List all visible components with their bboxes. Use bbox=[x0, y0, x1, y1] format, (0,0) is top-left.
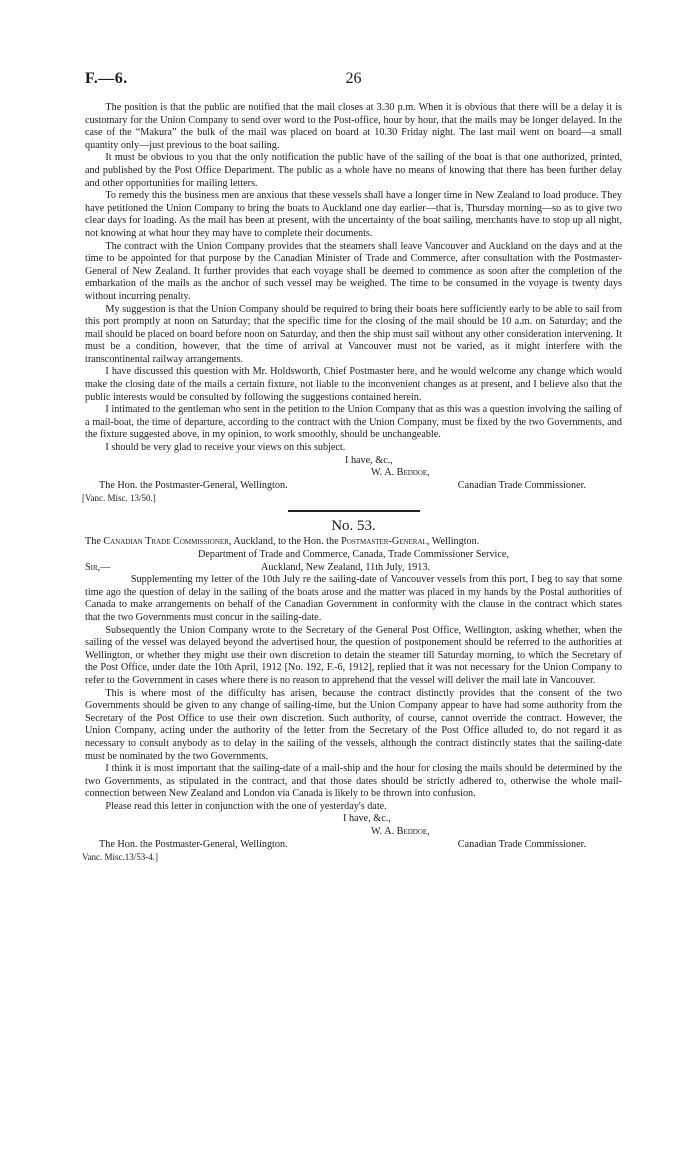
paragraph: Supplementing my letter of the 10th July re the sailing-date of Vancouver vessels from this port, I beg to say that some time ago the question of delay in the sailing of the boats arose and the matter was placed in my hands by the Postal authorities of Canada to make arrangements on behalf of the Canadian Government in conformity with the clause in the contract which states that the two Governments must concur in the sailing-date. bbox=[85, 574, 622, 623]
addressee-line bbox=[85, 480, 622, 493]
addressee: The Hon. the Postmaster-General, Wellington. bbox=[99, 479, 288, 491]
signature-block bbox=[85, 455, 622, 480]
paragraph: I intimated to the gentleman who sent in the petition to the Union Company that as this was a question involving the sailing of a mail-boat, the time of departure, according to the contract with the Union Company, must be fixed by the two Governments, and the fixture suggested above, in my opinion, to work smoothly, should be unchangeable. bbox=[85, 404, 622, 441]
paragraph: My suggestion is that the Union Company should be required to bring their boats here sufficiently early to be able to sail from this port promptly at noon on Saturday; that the specific time for the closing of the mail should be 10 a.m. on Saturday; and the mail should be placed on board before noon on Saturday, and then the ship must sail without any other consideration intervening. It must be a condition, however, that the time of arrival at Vancouver must not be varied, as it might interfere with the transcontinental railway arrangements. bbox=[85, 303, 622, 365]
signatory: W. A. Beddoe, bbox=[371, 826, 430, 838]
letter-number: No. 53. bbox=[331, 518, 376, 535]
place-date: Auckland, New Zealand, 11th July, 1913. bbox=[261, 561, 430, 573]
signatory-title: Canadian Trade Commissioner. bbox=[457, 838, 586, 850]
signatory: W. A. Beddoe, bbox=[371, 467, 430, 479]
file-reference: [Vanc. Misc. 13/50.] bbox=[82, 493, 156, 504]
paragraph: Please read this letter in conjunction with the one of yesterday's date. bbox=[105, 800, 387, 812]
paragraph: To remedy this the business men are anxious that these vessels shall have a longer time in New Zealand to load produce. They have petitioned the Union Company to bring the boats to Auckland one day earlier—that is, Thursday morning—so as to give two clear days for loading. As the mail has been at present, with the uncertainty of the boat sailing, merchants have to stop up all night, not knowing at what hour they may have to complete their documents. bbox=[85, 190, 622, 239]
salutation: Sir,— bbox=[85, 561, 111, 573]
department-line: Department of Trade and Commerce, Canada, Trade Commissioner Service, bbox=[198, 549, 509, 560]
document-reference: F.—6. bbox=[85, 70, 128, 87]
section-divider bbox=[288, 510, 420, 512]
addressee: The Hon. the Postmaster-General, Wellington. bbox=[99, 838, 288, 850]
paragraph: This is where most of the difficulty has arisen, because the contract distinctly provides that the consent of the two Governments should be given to any change of sailing-time, but the Union Company appear to have had some authority from the Secretary of the Post Office to use their own discretion. Such authority, of course, cannot override the contract. However, the Union Company, acting under the authority of the letter from the Secretary of the Post Office alluded to, do not regard it as necessary to consult anybody as to delay in the sailing of the vessels, although the contract distinctly states that the sailing-date must be nominated by the two Governments. bbox=[85, 687, 622, 762]
letter-address: The Canadian Trade Commissioner, Auckland, to the Hon. the Postmaster-General, Wellington. bbox=[85, 536, 480, 548]
closing: I have, &c., bbox=[345, 454, 393, 466]
paragraph: Subsequently the Union Company wrote to the Secretary of the General Post Office, Wellington, asking whether, when the sailing of the vessel was delayed beyond the advertised hour, the question of postponement should be referred to the authorities at Wellington, or whether they might use their own discretion to detain the steamer till Saturday morning, to which the Secretary of the Post Office, under date the 10th April, 1912 [No. 192, F.-6, 1912], replied that it was not necessary for the Union Company to refer to the Government in cases where there is no reason to apprehend that the vessel will deliver the mail late in Vancouver. bbox=[85, 624, 622, 686]
paragraph: The position is that the public are notified that the mail closes at 3.30 p.m. When it is obvious that there will be a delay it is customary for the Union Company to send over word to the Post-office, hour by hour, that the mails may be longer delayed. In the case of the “Makura” the bulk of the mail was placed on board at 10.30 Friday night. The last mail went on board—a small quantity only—just previous to the boat sailing. bbox=[85, 102, 622, 151]
salutation-line bbox=[85, 562, 622, 575]
signatory-title: Canadian Trade Commissioner. bbox=[457, 479, 586, 491]
paragraph: I have discussed this question with Mr. Holdsworth, Chief Postmaster here, and he would welcome any change which would make the closing date of the mails a certain fixture, not liable to the inconvenient changes as at present, and I believe also that the public interests would be consulted by following the suggestions contained herein. bbox=[85, 366, 622, 403]
closing: I have, &c., bbox=[343, 813, 391, 825]
letter-body bbox=[82, 102, 622, 863]
addressee-line bbox=[85, 839, 622, 852]
paragraph: It must be obvious to you that the only notification the public have of the sailing of the boat is that one authorized, printed, and published by the Post Office Department. The public as a whole have no means of knowing that there has been further delay and other opportunities for mailing letters. bbox=[85, 152, 622, 189]
page-number: 26 bbox=[345, 70, 362, 87]
page-header bbox=[85, 70, 622, 90]
file-reference: Vanc. Misc.13/53-4.] bbox=[82, 852, 158, 863]
paragraph: I think it is most important that the sailing-date of a mail-ship and the hour for closing the mails should be determined by the two Governments, as stipulated in the contract, and that those dates should be strictly adhered to, otherwise the whole mail-connection between New Zealand and London via Canada is likely to be thrown into confusion. bbox=[85, 763, 622, 800]
paragraph: The contract with the Union Company provides that the steamers shall leave Vancouver and Auckland on the days and at the time to be appointed for that purpose by the Canadian Minister of Trade and Commerce, after consultation with the Postmaster-General of New Zealand. It further provides that each voyage shall be deemed to commence as soon after the completion of the embarkation of the mails as the anchor of such vessel may be weighed. The time to be consumed in the voyage is twenty days without incurring penalty. bbox=[85, 240, 622, 302]
paragraph: I should be very glad to receive your views on this subject. bbox=[105, 442, 346, 454]
signature-block bbox=[85, 813, 622, 838]
